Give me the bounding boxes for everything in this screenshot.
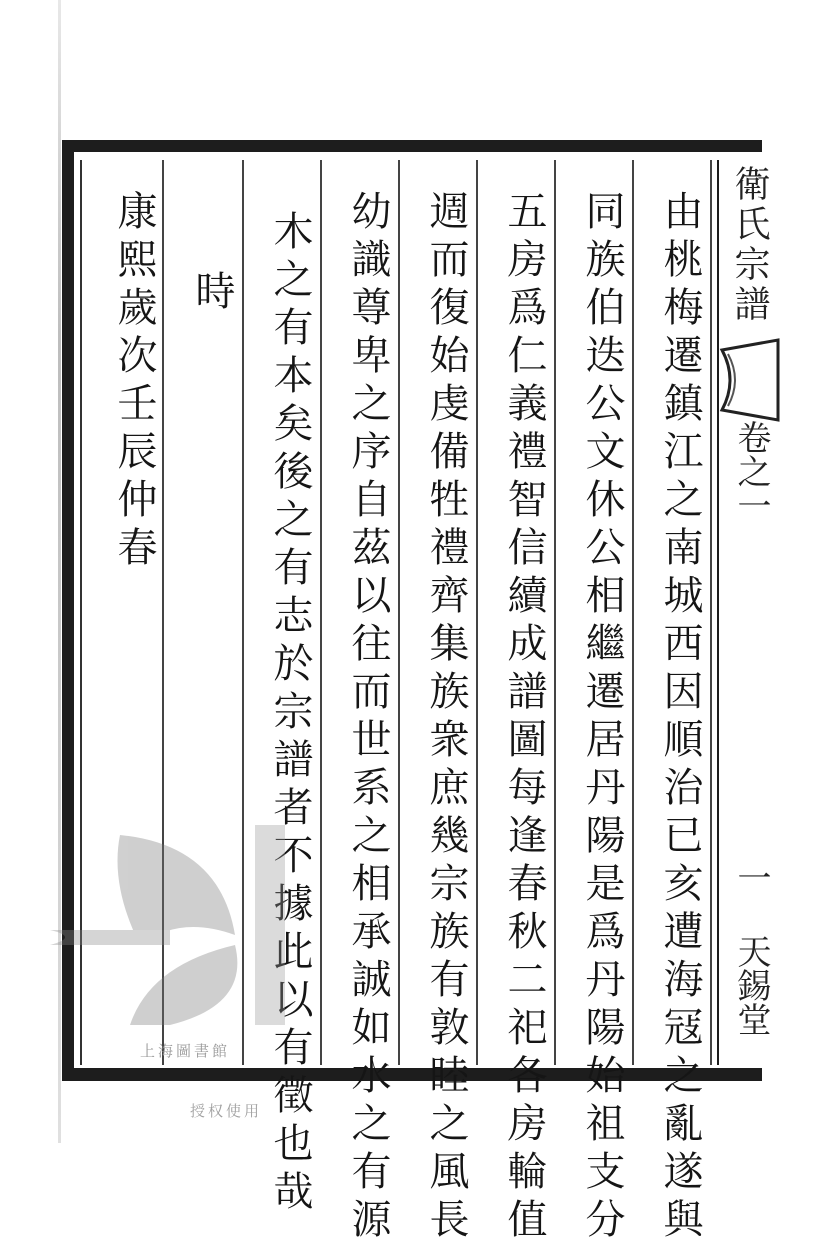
- text-column-6: 木之有本矣後之有志於宗譜者不據此以有徵也哉: [267, 210, 313, 1218]
- fish-tail-mark-icon: [718, 340, 778, 420]
- library-watermark-logo-icon: [20, 825, 300, 1035]
- usage-stamp: 授权使用: [190, 1102, 263, 1120]
- column-rule: [632, 160, 634, 1065]
- margin-book-title: 衛氏宗譜: [729, 165, 770, 325]
- column-rule: [710, 160, 712, 1065]
- text-column-date: 康熙歲次壬辰仲春: [111, 190, 157, 574]
- margin-hall-name: 一 天錫堂: [731, 860, 771, 1036]
- column-rule: [398, 160, 400, 1065]
- text-column-1: 由桃梅遷鎮江之南城西因順治已亥遭海冦之亂遂與: [657, 190, 703, 1246]
- text-column-5: 幼識尊卑之序自茲以往而世系之相承誠如水之有源: [345, 190, 391, 1246]
- library-stamp: 上海圖書館: [140, 1042, 231, 1060]
- text-column-3: 五房爲仁義禮智信續成譜圖每逢春秋二祀各房輪值: [501, 190, 547, 1246]
- text-column-4: 週而復始虔備牲禮齊集族衆庶幾宗族有敦睦之風長: [423, 190, 469, 1246]
- frame-border-top: [62, 140, 762, 152]
- text-column-2: 同族伯迭公文休公相繼遷居丹陽是爲丹陽始祖支分: [579, 190, 625, 1246]
- column-rule: [554, 160, 556, 1065]
- column-rule: [320, 160, 322, 1065]
- margin-volume-marker: 卷之一: [731, 420, 771, 522]
- center-fold-rule: [717, 160, 719, 1065]
- column-rule: [476, 160, 478, 1065]
- text-column-time: 時: [189, 270, 235, 318]
